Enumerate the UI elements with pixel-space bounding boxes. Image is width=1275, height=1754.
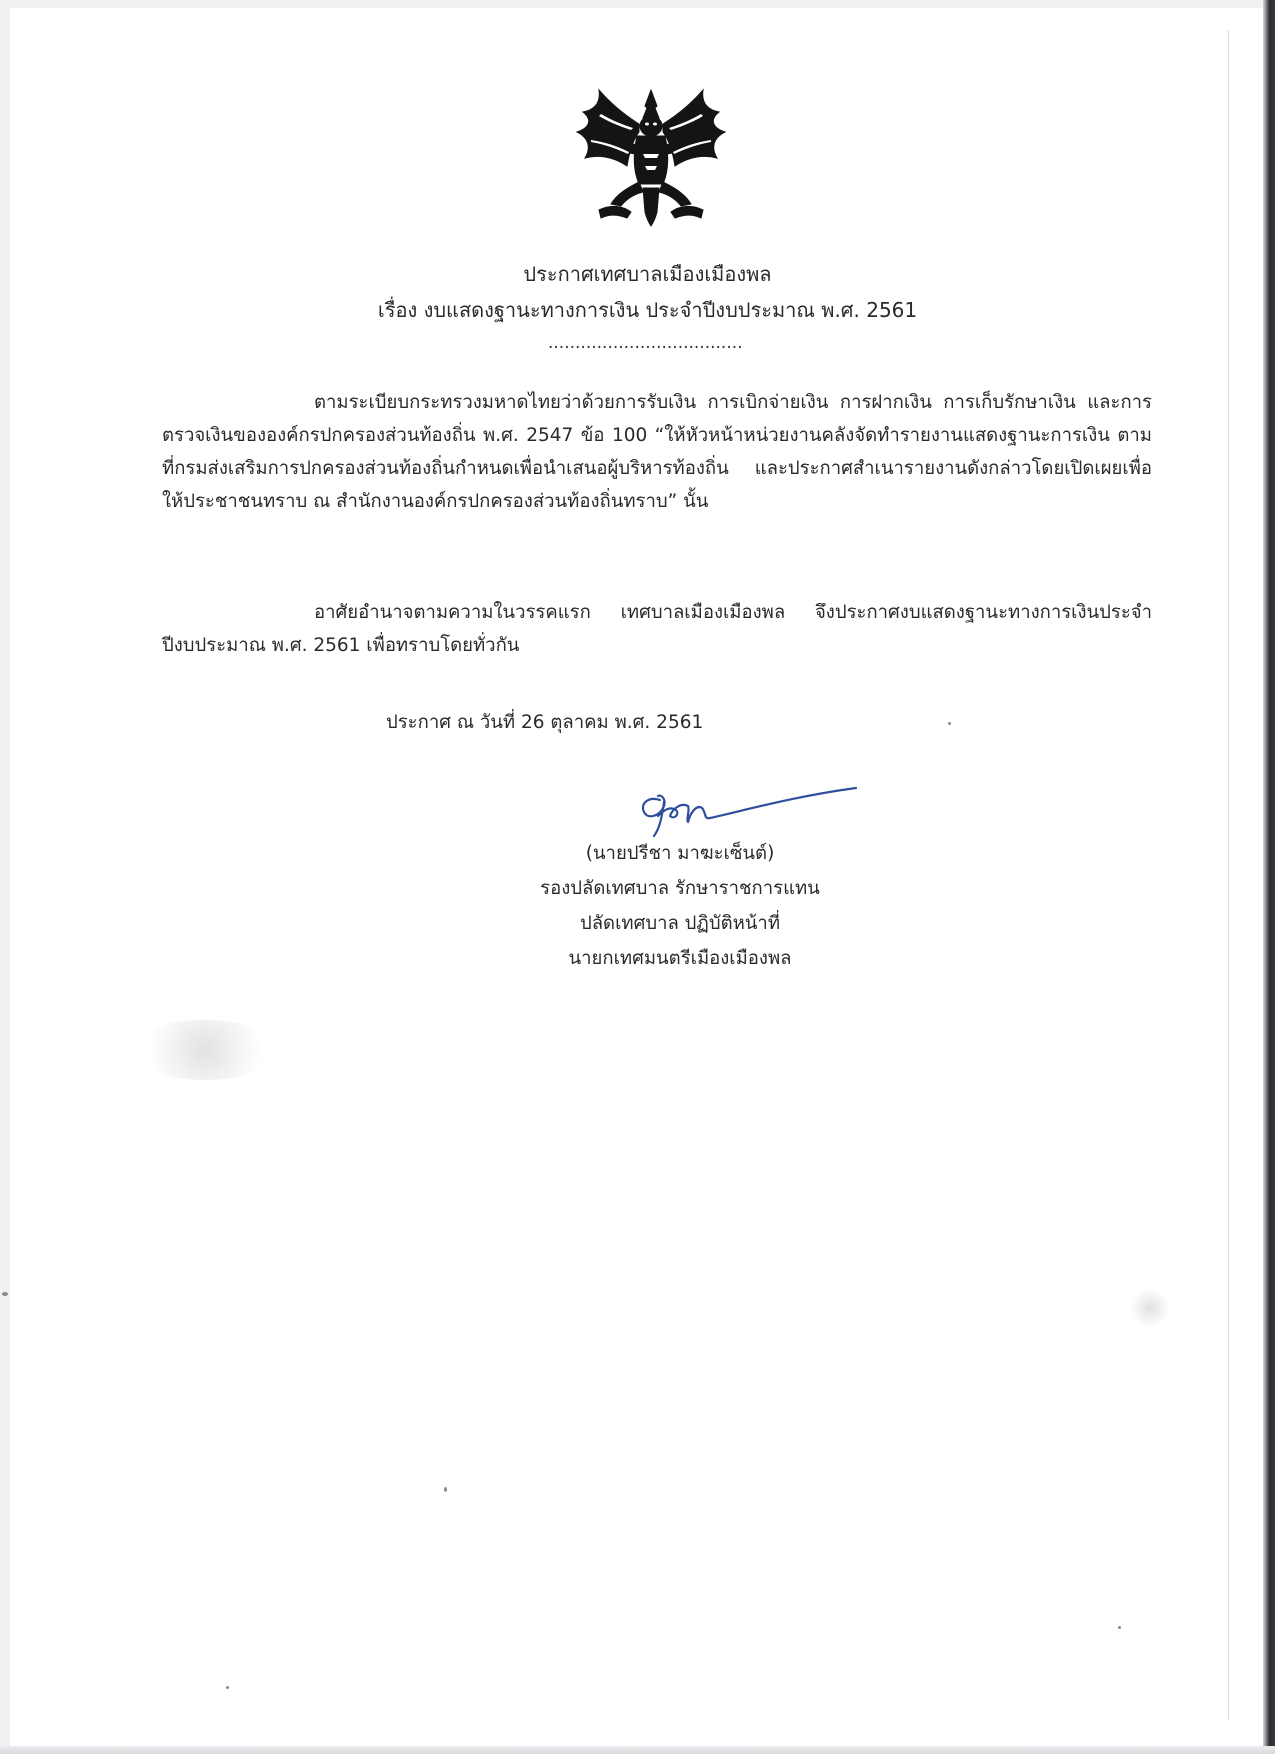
- signatory-position-1: รองปลัดเทศบาล รักษาราชการแทน: [540, 878, 820, 899]
- scan-speck: [226, 1686, 229, 1689]
- garuda-emblem-icon: [571, 84, 731, 232]
- signatory-position-2: ปลัดเทศบาล ปฏิบัติหน้าที่: [579, 913, 781, 934]
- signatory-name: (นายปรีชา มาฆะเซ็นต์): [585, 843, 775, 864]
- title-separator: ....................................: [548, 333, 743, 353]
- scan-edge-bottom: [0, 1746, 1275, 1754]
- scan-speck: [444, 1487, 447, 1492]
- announcement-date: ประกาศ ณ วันที่ 26 ตุลาคม พ.ศ. 2561: [386, 712, 704, 733]
- document-title: ประกาศเทศบาลเมืองเมืองพล: [523, 262, 772, 286]
- signatory-position-3: นายกเทศมนตรีเมืองเมืองพล: [568, 948, 792, 969]
- scan-speck: [948, 722, 951, 725]
- scan-speck: [2, 1292, 8, 1296]
- scan-smudge: [1130, 1288, 1170, 1328]
- scan-speck: [1118, 1626, 1121, 1629]
- body-paragraph-1: ตามระเบียบกระทรวงมหาดไทยว่าด้วยการรับเงิน การเบิกจ่ายเงิน การฝากเงิน การเก็บรักษาเงิน และการตรวจเงินขององค์กรปกครองส่วนท้องถิ่น พ.ศ. 2547 ข้อ 100 “ให้หัวหน้าหน่วยงานคลังจัดทำรายงานแสดงฐานะการเงิน ตามที่กรมส่งเสริมการปกครองส่วนท้องถิ่นกำหนดเพื่อนำเสนอผู้บริหารท้องถิ่น และประกาศสำเนารายงานดังกล่าวโดยเปิดเผยเพื่อให้ประชาชนทราบ ณ สำนักงานองค์กรปกครองส่วนท้องถิ่นทราบ” นั้น: [162, 392, 1152, 512]
- body-paragraph-2: อาศัยอำนาจตามความในวรรคแรก เทศบาลเมืองเมืองพล จึงประกาศงบแสดงฐานะทางการเงินประจำปีงบประมาณ พ.ศ. 2561 เพื่อทราบโดยทั่วกัน: [162, 602, 1152, 656]
- handwritten-signature: [636, 780, 858, 840]
- document-subject: เรื่อง งบแสดงฐานะทางการเงิน ประจำปีงบประมาณ พ.ศ. 2561: [377, 298, 918, 322]
- signature-block: [480, 836, 880, 976]
- scan-smudge: [130, 1020, 280, 1080]
